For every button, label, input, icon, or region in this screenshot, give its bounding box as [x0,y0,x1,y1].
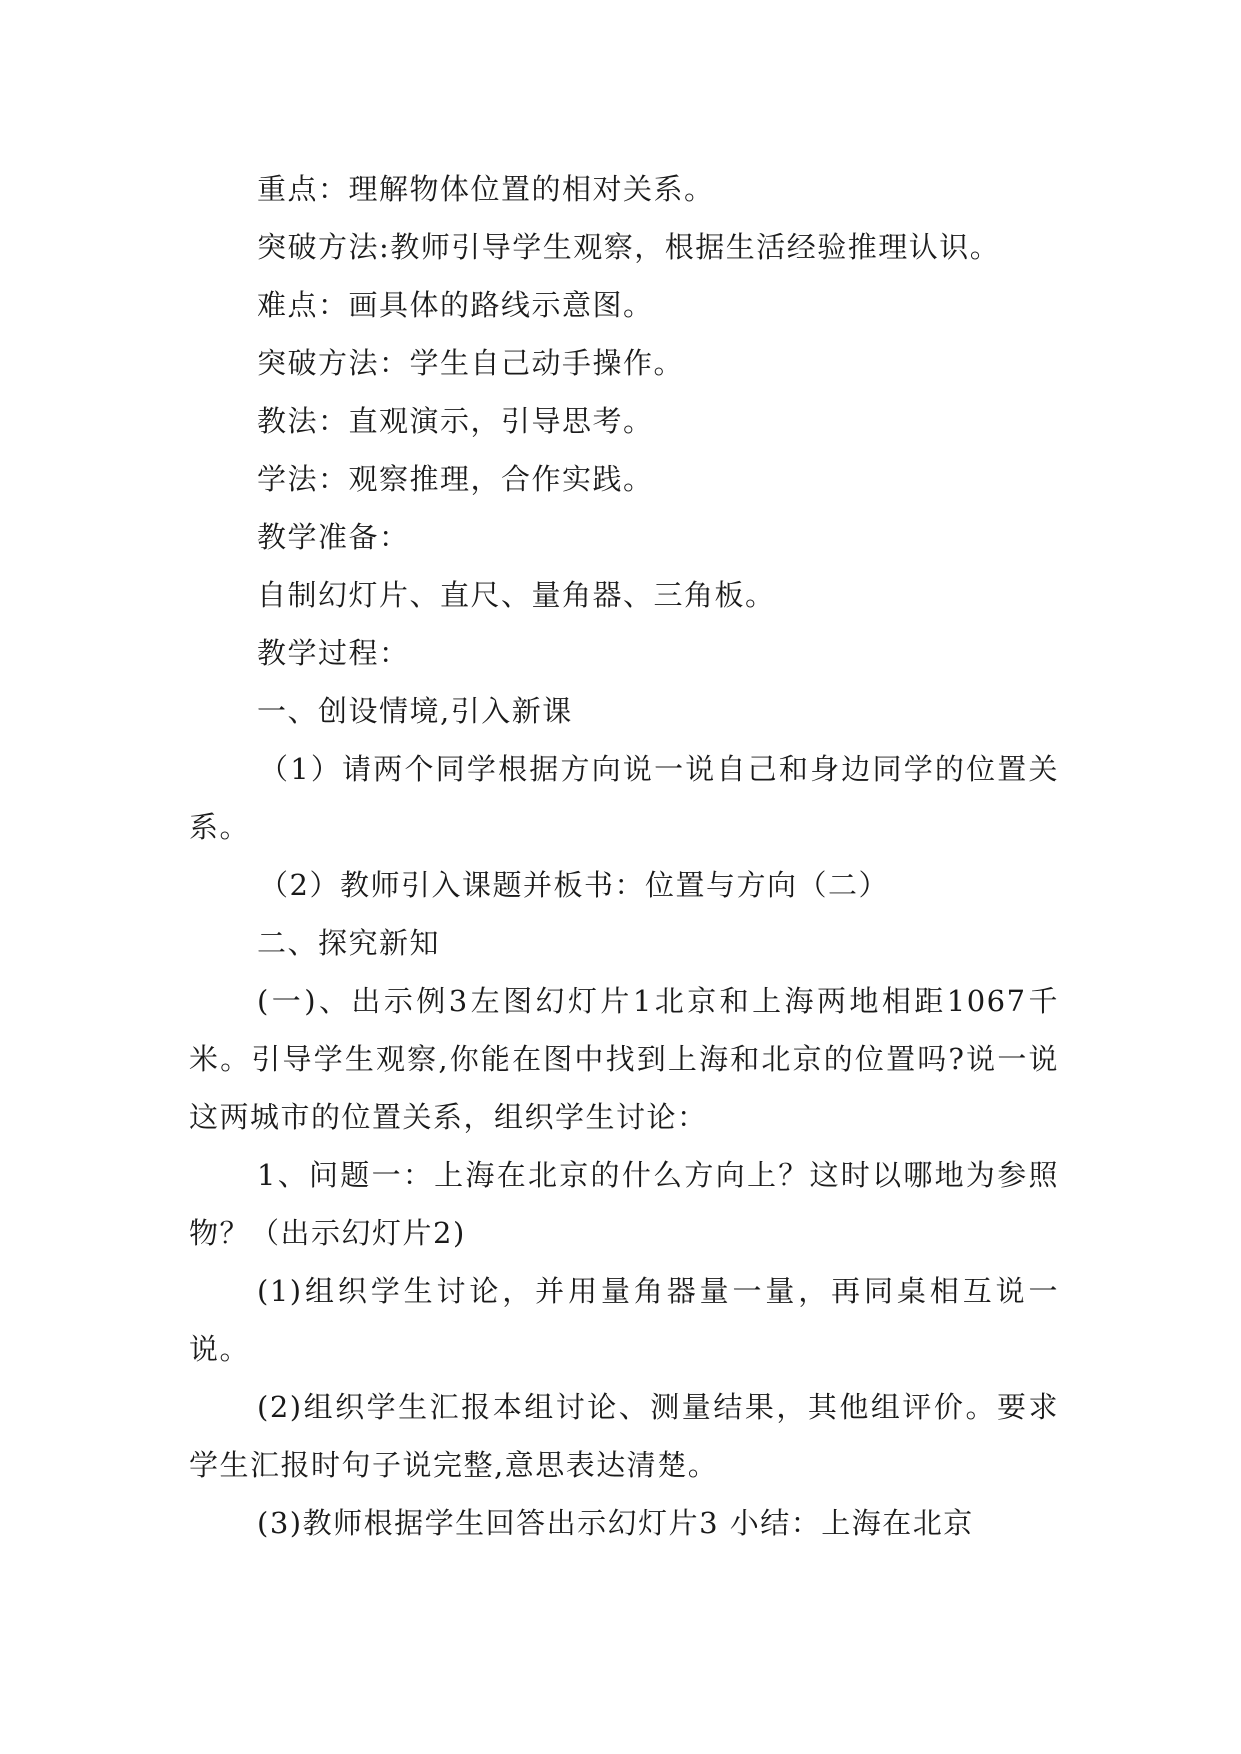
paragraph-sub-3: (3)教师根据学生回答出示幻灯片3 小结：上海在北京 [257,1506,974,1540]
paragraph-teaching-method: 教法：直观演示，引导思考。 [257,404,654,438]
paragraph-key-point: 重点：理解物体位置的相对关系。 [257,172,715,206]
paragraph-learning-method: 学法：观察推理，合作实践。 [257,462,654,496]
document-body [189,160,1059,1552]
paragraph-difficulty-method: 突破方法：学生自己动手操作。 [257,346,685,380]
paragraph-difficulty: 难点：画具体的路线示意图。 [257,288,654,322]
paragraph-preparation-heading: 教学准备： [257,520,410,554]
paragraph-sub-2: (2)组织学生汇报本组讨论、测量结果，其他组评价。要求学生汇报时句子说完整,意思表达清楚。 [189,1390,1059,1482]
paragraph-example-3: (一)、出示例3左图幻灯片1北京和上海两地相距1067千米。引导学生观察,你能在图中找到上海和北京的位置吗?说一说这两城市的位置关系，组织学生讨论： [189,984,1059,1134]
paragraph-question-1: 1、问题一：上海在北京的什么方向上？这时以哪地为参照物？（出示幻灯片2) [189,1158,1059,1250]
paragraph-step-1: （1）请两个同学根据方向说一说自己和身边同学的位置关系。 [189,752,1059,844]
section-heading-two: 二、探究新知 [257,926,441,960]
paragraph-preparation-items: 自制幻灯片、直尺、量角器、三角板。 [257,578,776,612]
paragraph-step-2: （2）教师引入课题并板书：位置与方向（二） [259,868,889,902]
paragraph-key-point-method: 突破方法:教师引导学生观察，根据生活经验推理认识。 [257,230,1001,264]
section-heading-one: 一、创设情境,引入新课 [257,694,573,728]
paragraph-process-heading: 教学过程： [257,636,410,670]
paragraph-sub-1: (1)组织学生讨论，并用量角器量一量，再同桌相互说一说。 [189,1274,1059,1366]
